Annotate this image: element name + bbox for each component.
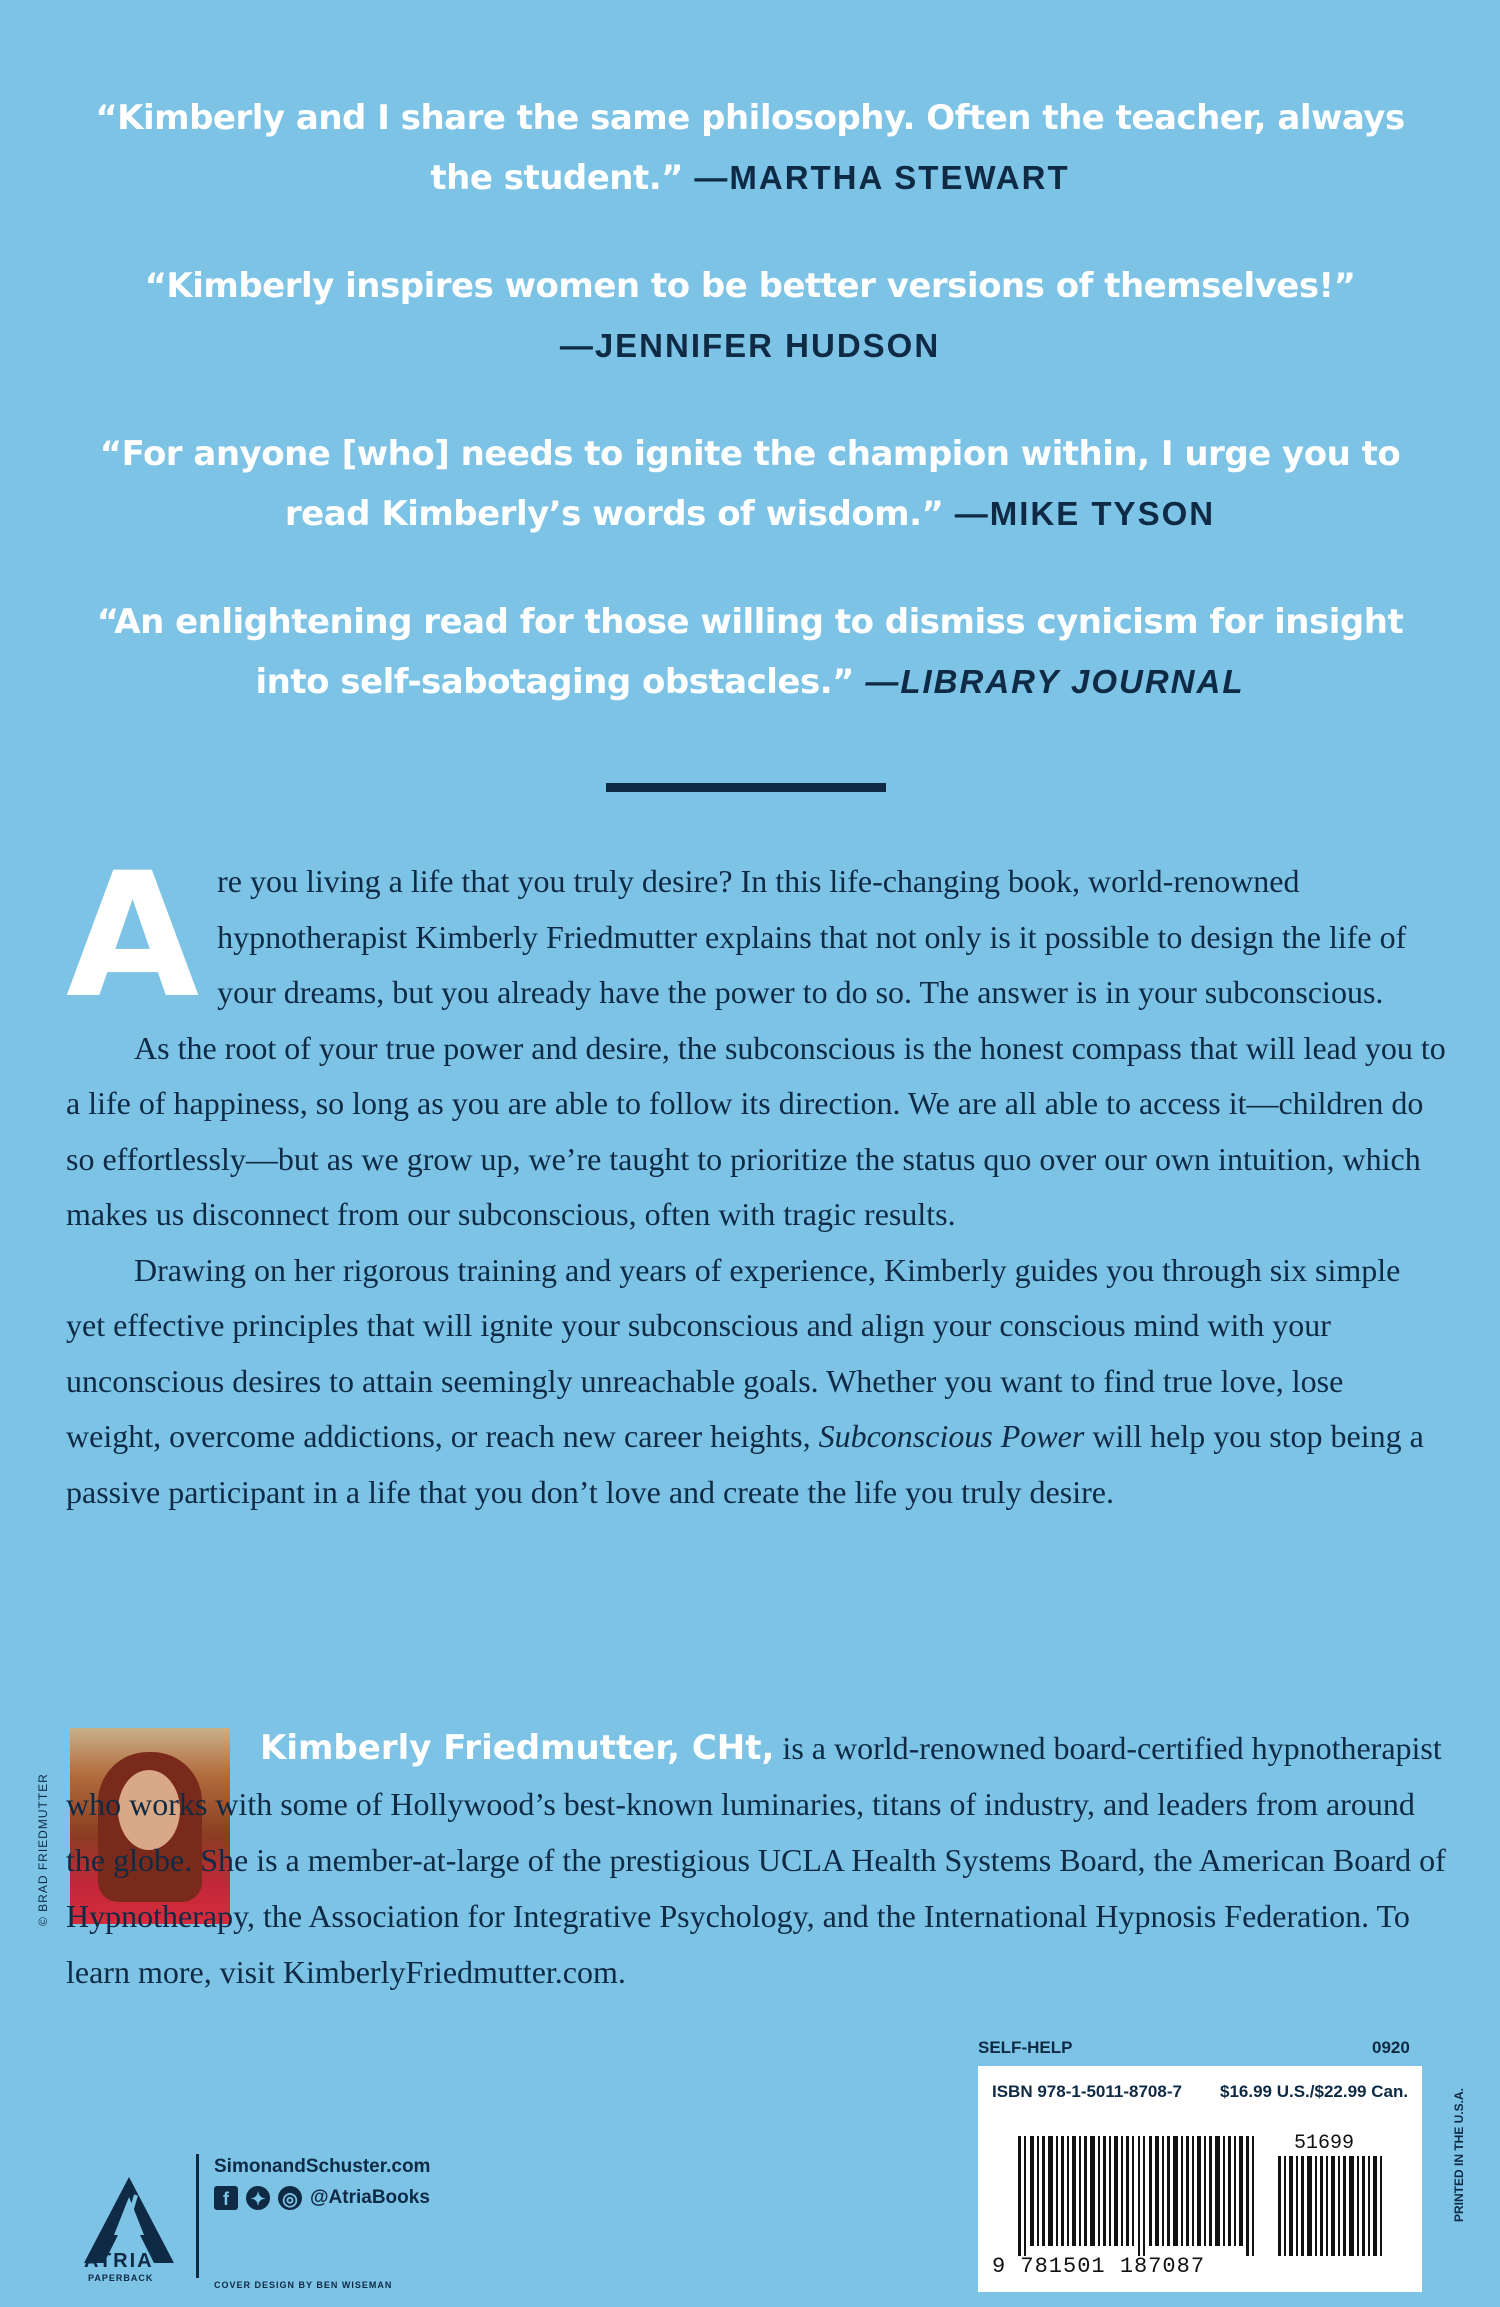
publisher-name: ATRIA — [84, 2250, 154, 2272]
publisher-imprint: PAPERBACK — [88, 2273, 154, 2283]
blurb-author: —LIBRARY JOURNAL — [865, 663, 1245, 700]
author-name: Kimberly Friedmutter, CHt, — [260, 1728, 775, 1768]
drop-cap: A — [66, 835, 200, 1036]
book-description — [66, 835, 1446, 1520]
blurb-author: —MARTHA STEWART — [694, 159, 1070, 196]
book-title: Subconscious Power — [818, 1418, 1085, 1454]
photo-credit: © BRAD FRIEDMUTTER — [36, 1773, 50, 1926]
blurb-mike-tyson — [90, 424, 1410, 544]
social-handle: @AtriaBooks — [310, 2187, 430, 2208]
description-paragraph-2: As the root of your true power and desire, the subconscious is the honest compass that will lead you to a life of happiness, so long as you are able to follow its direction. We are all able to access it—children do so effortlessly—but as we grow up, we’re taught to prioritize the status quo over our own intuition, which makes us disconnect from our subconscious, often with tragic results. — [66, 1029, 1446, 1232]
author-bio — [66, 1720, 1446, 2000]
publisher-divider — [196, 2154, 199, 2278]
blurb-quote: “Kimberly inspires women to be better versions of themselves!” — [144, 266, 1356, 306]
printed-in-usa: PRINTED IN THE U.S.A. — [1452, 2087, 1466, 2222]
barcode-addon: 51699 — [1294, 2132, 1355, 2155]
publisher-website: SimonandSchuster.com — [214, 2156, 431, 2177]
description-paragraph-1 — [66, 835, 1446, 1036]
blurb-quote: “An enlightening read for those willing to dismiss cynicism for insight into self-sabotaging obstacles.” — [96, 602, 1404, 702]
barcode-digits: 9 781501 187087 — [992, 2254, 1206, 2279]
section-divider — [606, 783, 886, 792]
blurb-quote: “For anyone [who] needs to ignite the champion within, I urge you to read Kimberly’s words of wisdom.” — [99, 434, 1401, 534]
description-text: will help you stop being a passive participant in a life that you don’t love and create the life you truly desire. — [66, 1418, 1424, 1510]
isbn: ISBN 978-1-5011-8708-7 — [992, 2082, 1182, 2101]
barcode-box — [978, 2066, 1422, 2292]
blurb-author: —MIKE TYSON — [954, 495, 1216, 532]
price: $16.99 U.S./$22.99 Can. — [1220, 2082, 1409, 2101]
author-bio-text: is a world-renowned board-certified hypnotherapist who works with some of Hollywood’s best-known luminaries, titans of industry, and leaders from around the globe. She is a member-at-large of the prestigious UCLA Health Systems Board, the American Board of Hypnotherapy, the Association for Integrative Psychology, and the International Hypnosis Federation. To learn more, visit KimberlyFriedmutter.com. — [66, 1730, 1446, 1990]
facebook-icon: f — [214, 2186, 238, 2210]
cover-design-credit: COVER DESIGN BY BEN WISEMAN — [214, 2280, 393, 2290]
social-row — [214, 2186, 430, 2210]
category-code: 0920 — [1372, 2038, 1410, 2057]
twitter-icon: ✦ — [246, 2186, 270, 2210]
blurb-jennifer-hudson — [90, 256, 1410, 376]
description-text: Drawing on her rigorous training and years of experience, Kimberly guides you through six simple yet effective principles that will ignite your subconscious and align your conscious mind with your unconscious desires to attain seemingly unreachable goals. Whether you want to find true love, lose weight, overcome addictions, or reach new career heights, — [66, 1251, 1401, 1454]
blurb-author: —JENNIFER HUDSON — [559, 327, 941, 364]
description-paragraph-3 — [66, 1243, 1446, 1521]
instagram-icon: ◎ — [278, 2186, 302, 2210]
blurbs — [90, 88, 1410, 760]
category-label: SELF-HELP — [978, 2038, 1073, 2057]
blurb-quote: “Kimberly and I share the same philosophy. Often the teacher, always the student.” — [95, 98, 1405, 198]
description-text: re you living a life that you truly desire? In this life-changing book, world-renowned hypnotherapist Kimberly Friedmutter explains that not only is it possible to design the life of your dreams, but you already have the power to do so. The answer is in your subconscious. — [217, 863, 1407, 1010]
blurb-martha-stewart — [90, 88, 1410, 208]
blurb-library-journal — [90, 592, 1410, 712]
